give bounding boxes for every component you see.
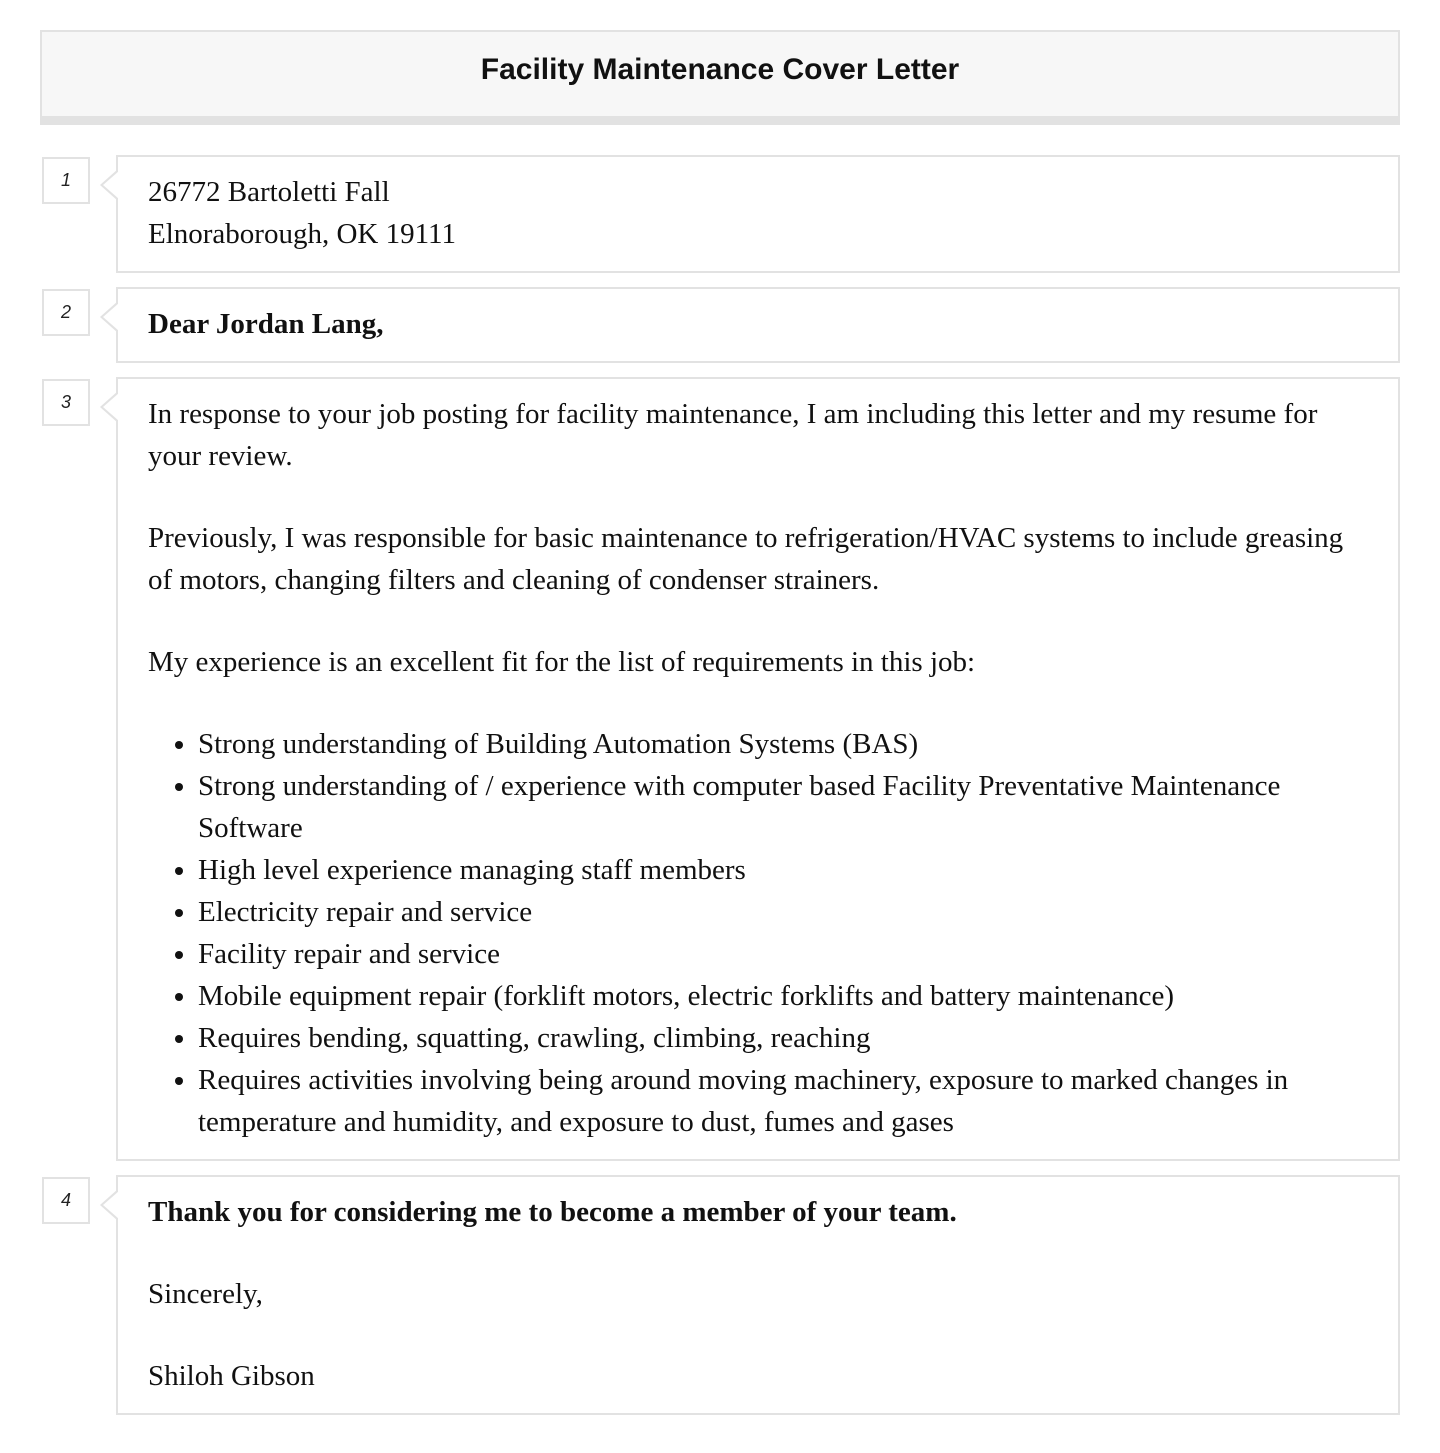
list-item: • Strong understanding of / experience with computer based Facility Preventative Maintenance Software (198, 765, 1368, 849)
salutation-block (116, 287, 1400, 363)
list-item: • Mobile equipment repair (forklift motors, electric forklifts and battery maintenance) (198, 975, 1368, 1017)
section-number: 2 (42, 289, 90, 336)
section-number: 3 (42, 379, 90, 426)
list-item: • Requires bending, squatting, crawling, climbing, reaching (198, 1017, 1368, 1059)
signature-name: Shiloh Gibson (148, 1360, 315, 1392)
address-line-1: 26772 Bartoletti Fall (148, 176, 390, 208)
signoff: Sincerely, (148, 1278, 263, 1310)
closing-sentence: Thank you for considering me to become a member of your team. (148, 1196, 957, 1228)
letter-header (40, 30, 1400, 125)
salutation: Dear Jordan Lang, (148, 308, 384, 340)
requirements-list (148, 723, 1368, 1143)
section-number: 1 (42, 157, 90, 204)
page-title: Facility Maintenance Cover Letter (480, 53, 960, 86)
list-item: • Requires activities involving being around moving machinery, exposure to marked changes in temperature and humidity, and exposure to dust, fumes and gases (198, 1059, 1368, 1143)
closing-block (116, 1175, 1400, 1415)
requirements-intro: My experience is an excellent fit for the list of requirements in this job: (148, 646, 976, 678)
body-block (116, 377, 1400, 1161)
intro-paragraph: In response to your job posting for facility maintenance, I am including this letter and my resume for your review. (148, 398, 1318, 472)
address-block (116, 155, 1400, 273)
section-number: 4 (42, 1177, 90, 1224)
list-item: • Strong understanding of Building Automation Systems (BAS) (198, 723, 1368, 765)
experience-paragraph: Previously, I was responsible for basic maintenance to refrigeration/HVAC systems to include greasing of motors, changing filters and cleaning of condenser strainers. (148, 522, 1344, 596)
list-item: • Facility repair and service (198, 933, 1368, 975)
list-item: • High level experience managing staff members (198, 849, 1368, 891)
address-line-2: Elnoraborough, OK 19111 (148, 218, 456, 250)
list-item: • Electricity repair and service (198, 891, 1368, 933)
